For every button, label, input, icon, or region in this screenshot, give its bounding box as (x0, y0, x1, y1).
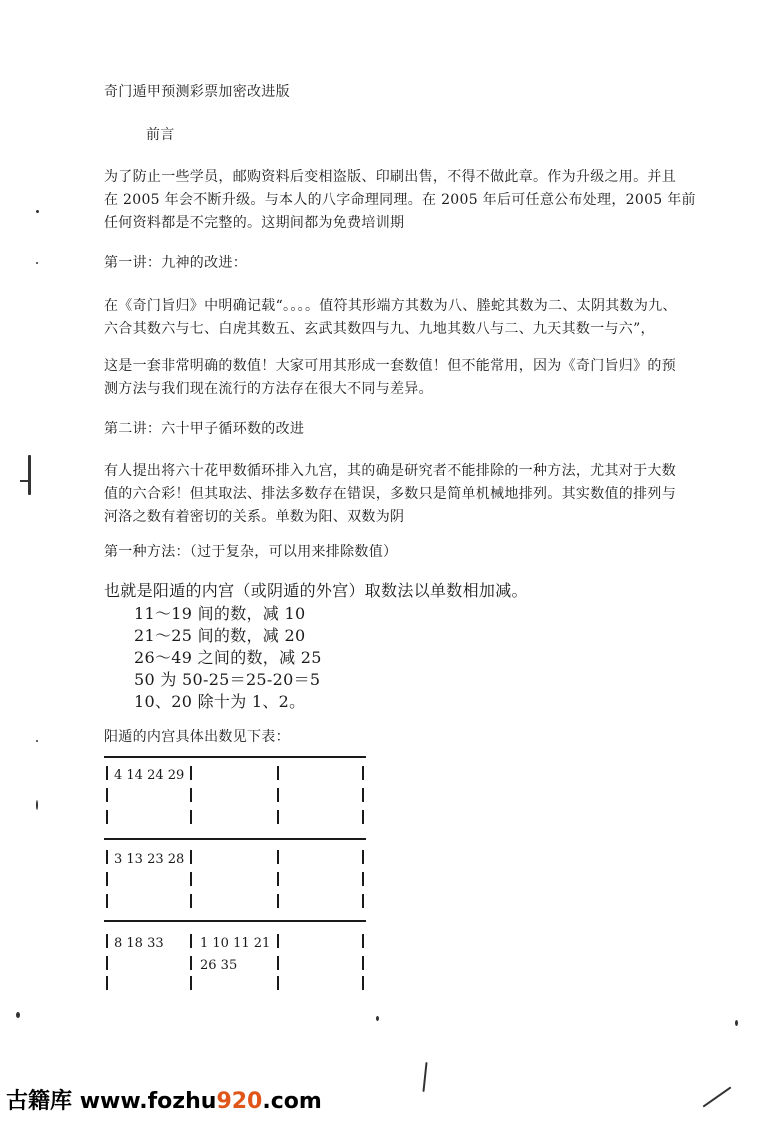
grid-tick (277, 976, 279, 990)
document-title: 奇门遁甲预测彩票加密改进版 (104, 84, 290, 100)
grid-tick (277, 850, 279, 864)
method1-intro: 也就是阳遁的内宫（或阴遁的外宫）取数法以单数相加减。 (104, 581, 528, 600)
preface-line: 为了防止一些学员，邮购资料后变相盗版、印刷出售，不得不做此章。作为升级之用。并且 (104, 169, 676, 185)
grid-tick (277, 894, 279, 908)
grid-tick (106, 788, 108, 802)
method1-heading: 第一种方法：（过于复杂，可以用来排除数值） (104, 544, 398, 560)
grid-tick (190, 956, 192, 970)
scan-speck (36, 262, 38, 264)
lecture2-heading: 第二讲：六十甲子循环数的改进 (104, 421, 305, 437)
grid-tick (362, 894, 364, 908)
lecture1-quote-line: 六合其数六与七、白虎其数五、玄武其数四与九、九地其数八与二、九天其数一与六”， (104, 321, 655, 337)
grid-cell-value: 8 18 33 (114, 936, 164, 951)
grid-tick (190, 850, 192, 864)
scan-mark (20, 480, 30, 482)
grid-tick (362, 810, 364, 824)
grid-tick (106, 810, 108, 824)
grid-tick (362, 850, 364, 864)
grid-tick (277, 934, 279, 948)
lecture1-heading: 第一讲：九神的改进： (104, 255, 247, 271)
scan-mark (422, 1062, 427, 1092)
scan-mark (703, 1086, 732, 1107)
preface-heading: 前言 (146, 127, 175, 143)
method1-rule: 21～25 间的数，减 20 (134, 626, 306, 645)
grid-tick (106, 894, 108, 908)
lecture2-text-line: 有人提出将六十花甲数循环排入九宫，其的确是研究者不能排除的一种方法，尤其对于大数 (104, 463, 676, 479)
preface-line: 在 2005 年会不断升级。与本人的八字命理同理。在 2005 年后可任意公布处理，2005 年前 (104, 192, 696, 208)
grid-tick (277, 956, 279, 970)
lecture1-note-line: 这是一套非常明确的数值！大家可用其形成一套数值！但不能常用，因为《奇门旨归》的预 (104, 358, 676, 374)
grid-row-divider (104, 838, 366, 840)
watermark-brand: 古籍库 (6, 1089, 73, 1114)
scan-speck (36, 800, 38, 810)
grid-tick (106, 956, 108, 970)
watermark-domain-prefix: www.fozhu (79, 1089, 217, 1114)
grid-tick (190, 894, 192, 908)
grid-tick (106, 934, 108, 948)
grid-tick (362, 934, 364, 948)
method1-rule: 26～49 之间的数，减 25 (134, 648, 322, 667)
grid-tick (277, 766, 279, 780)
lecture1-quote-line: 在《奇门旨归》中明确记载“。。。。值符其形端方其数为八、塍蛇其数为二、太阴其数为九、 (104, 298, 677, 314)
scan-speck (376, 1016, 379, 1021)
grid-cell-value: 26 35 (200, 958, 238, 973)
grid-tick (362, 788, 364, 802)
grid-tick (106, 872, 108, 886)
grid-tick (362, 956, 364, 970)
grid-tick (106, 976, 108, 990)
scan-mark (28, 455, 31, 495)
method1-rule: 11～19 间的数，减 10 (134, 604, 306, 623)
scan-speck (735, 1020, 738, 1026)
grid-tick (277, 810, 279, 824)
grid-tick (190, 934, 192, 948)
grid-cell-value: 1 10 11 21 (200, 936, 271, 951)
grid-top-border (104, 756, 366, 758)
scan-speck (36, 210, 39, 213)
grid-tick (190, 976, 192, 990)
watermark (6, 1084, 322, 1115)
grid-tick (277, 788, 279, 802)
watermark-domain-suffix: .com (262, 1089, 322, 1114)
method1-rule: 10、20 除十为 1、2。 (134, 692, 306, 711)
grid-tick (190, 788, 192, 802)
grid-tick (362, 872, 364, 886)
grid-tick (190, 810, 192, 824)
lecture2-text-line: 值的六合彩！但其取法、排法多数存在错误，多数只是简单机械地排列。其实数值的排列与 (104, 486, 676, 502)
scan-speck (16, 1012, 20, 1018)
scan-speck (36, 740, 38, 742)
grid-cell-value: 4 14 24 29 (114, 768, 185, 783)
preface-line: 任何资料都是不完整的。这期间都为免费培训期 (104, 215, 405, 231)
grid-tick (190, 766, 192, 780)
table-caption: 阳遁的内宫具体出数见下表： (104, 729, 290, 745)
grid-tick (106, 850, 108, 864)
grid-tick (106, 766, 108, 780)
grid-row-divider (104, 920, 366, 922)
grid-tick (362, 976, 364, 990)
watermark-domain-number: 920 (216, 1089, 263, 1114)
grid-tick (190, 872, 192, 886)
lecture2-text-line: 河洛之数有着密切的关系。单数为阳、双数为阴 (104, 509, 405, 525)
grid-tick (362, 766, 364, 780)
method1-rule: 50 为 50-25＝25-20＝5 (134, 670, 321, 689)
grid-tick (277, 872, 279, 886)
grid-cell-value: 3 13 23 28 (114, 852, 185, 867)
lecture1-note-line: 测方法与我们现在流行的方法存在很大不同与差异。 (104, 381, 433, 397)
